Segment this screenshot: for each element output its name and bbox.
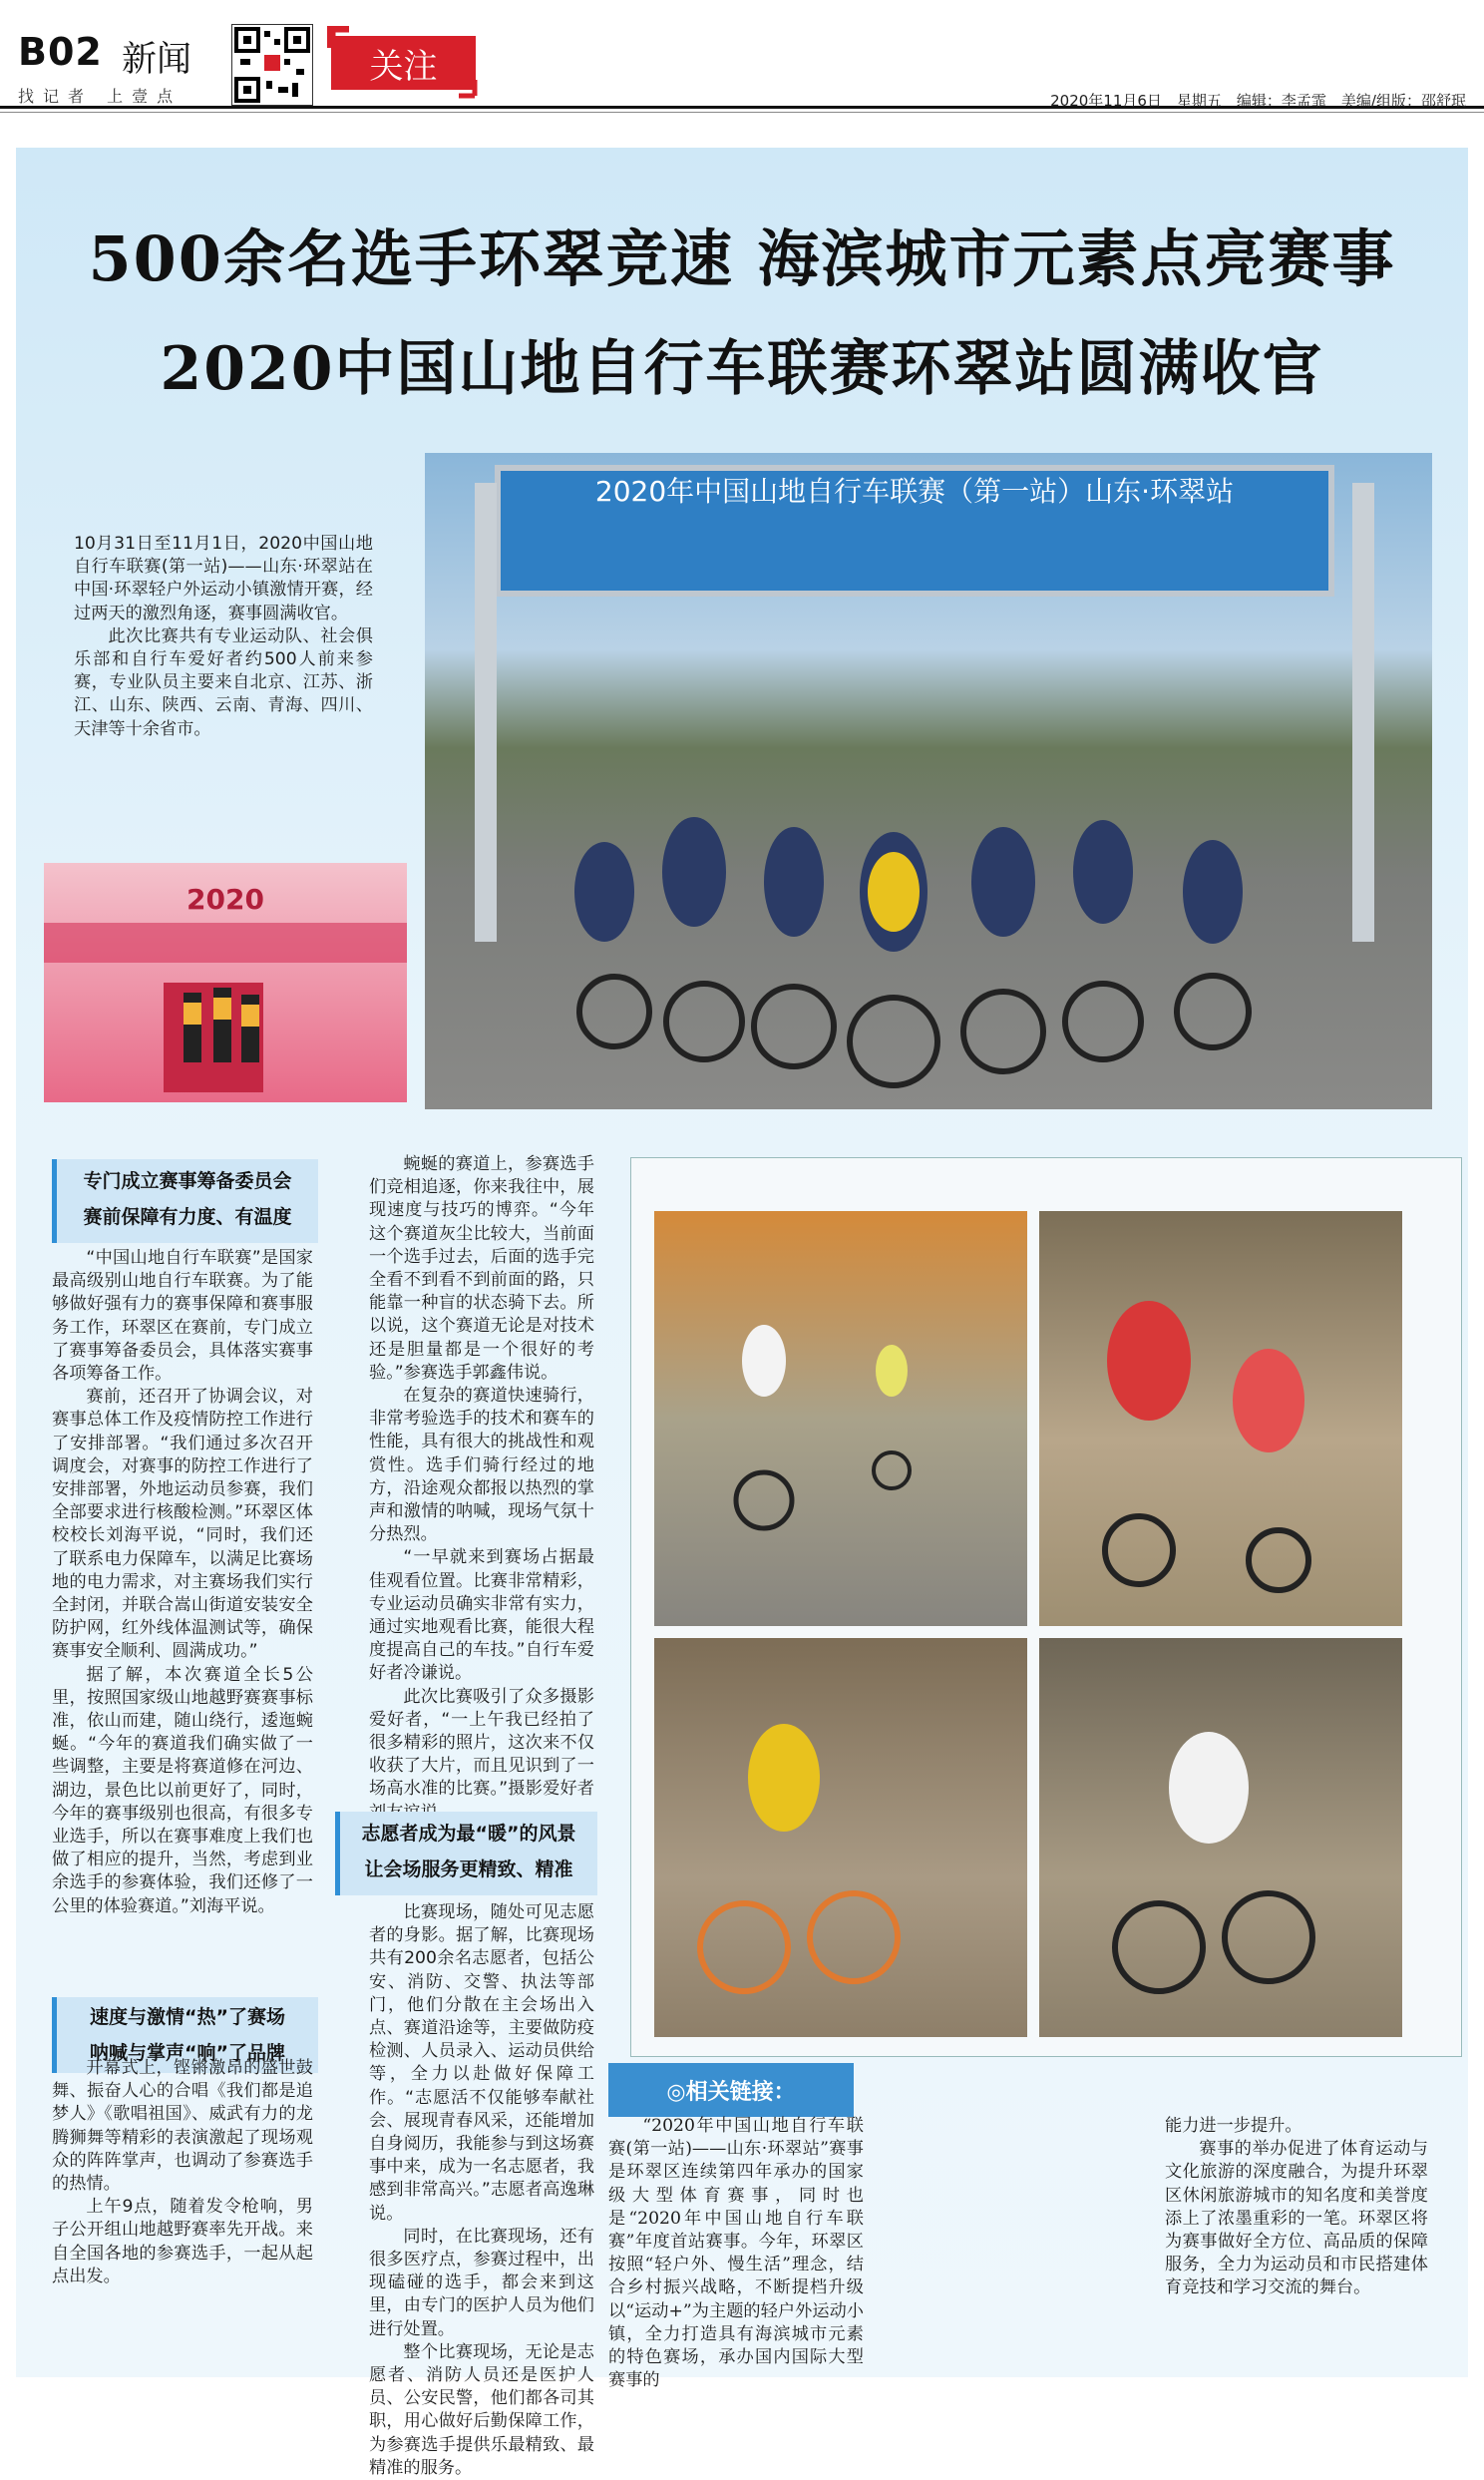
- column-1-bottom: [52, 2057, 313, 2288]
- paragraph: 同时，在比赛现场，还有很多医疗点，参赛过程中，出现磕碰的选手，都会来到这里，由专门的医护人员为他们进行处置。: [369, 2226, 594, 2339]
- paragraph: 能力进一步提升。: [1165, 2116, 1302, 2136]
- subheading-line: 让会场服务更精致、精准: [364, 1859, 573, 1880]
- paragraph: 蜿蜒的赛道上，参赛选手们竞相追逐，你来我往中，展现速度与技巧的博弈。“今年这个赛道灰尘比较大，当前面一个选手过去，后面的选手完全看不到看不到前面的路，只能靠一种盲的状态骑下去。所以说，这个赛道无论是对技术还是胆量都是一个很好的考验。”参赛选手郭鑫伟说。: [369, 1154, 594, 1383]
- podium-banner-text: 2020: [186, 883, 264, 916]
- rider-photo-4: [1039, 1638, 1402, 2037]
- paragraph: “2020年中国山地自行车联赛(第一站)——山东·环翠站”赛事是环翠区连续第四年承办的国家级大型体育赛事，同时也是“2020年中国山地自行车联赛”年度首站赛事。今年，环翠区按照“轻户外、慢生活”理念，结合乡村振兴战略，不断提档升级以“运动+”为主题的轻户外运动小镇，全力打造具有海滨城市元素的特色赛场，承办国内国际大型赛事的: [608, 2116, 864, 2391]
- intro-paragraph: 此次比赛共有专业运动队、社会俱乐部和自行车爱好者约500人前来参赛，专业队员主要来自北京、江苏、浙江、山东、陕西、云南、青海、四川、天津等十余省市。: [74, 625, 373, 739]
- page-code: B02: [18, 30, 103, 74]
- related-link-heading: ◎相关链接：: [608, 2063, 854, 2117]
- paragraph: 上午9点，随着发令枪响，男子公开组山地越野赛率先开战。来自全国各地的参赛选手，一起从起点出发。: [52, 2197, 313, 2286]
- related-column-1: [608, 2115, 864, 2392]
- subheading-line: 呐喊与掌声“响”了品牌: [90, 2042, 285, 2064]
- section-tab: 关注: [331, 36, 476, 90]
- subheading-line: 专门成立赛事筹备委员会: [83, 1170, 292, 1192]
- header-divider-thin: [0, 112, 1484, 113]
- paragraph: “中国山地自行车联赛”是国家最高级别山地自行车联赛。为了能够做好强有力的赛事保障和赛事服务工作，环翠区在赛前，专门成立了赛事筹备委员会，具体落实赛事各项筹备工作。: [52, 1248, 313, 1385]
- paragraph: 据了解，本次赛道全长5公里，按照国家级山地越野赛赛事标准，依山而建，随山绕行，逶迤蜿蜒。“今年的赛道我们确实做了一些调整，主要是将赛道修在河边、湖边，景色比以前更好了，同时，今年的赛事级别也很高，有很多专业选手，所以在赛事难度上我们也做了相应的提升，当然，考虑到业余选手的参赛体验，我们还修了一公里的体验赛道。”刘海平说。: [52, 1664, 313, 1916]
- qr-code-icon: [231, 24, 313, 106]
- paragraph: 赛事的举办促进了体育运动与文化旅游的深度融合，为提升环翠区休闲旅游城市的知名度和美誉度添上了浓墨重彩的一笔。环翠区将为赛事做好全方位、高品质的保障服务，全力为运动员和市民搭建体育竞技和学习交流的舞台。: [1165, 2139, 1428, 2298]
- related-column-2: [1165, 2115, 1428, 2300]
- rider-photo-3: [654, 1638, 1027, 2037]
- subheading-line: 赛前保障有力度、有温度: [83, 1206, 292, 1228]
- race-banner-text: 2020年中国山地自行车联赛（第一站）山东·环翠站: [594, 475, 1235, 508]
- headline: 500余名选手环翠竞速 海滨城市元素点亮赛事: [88, 222, 1396, 295]
- subheading-volunteers: [335, 1812, 597, 1895]
- paragraph: “一早就来到赛场占据最佳观看位置。比赛非常精彩，专业运动员确实非常有实力，通过实地观看比赛，能很大程度提高自己的车技。”自行车爱好者冷谦说。: [369, 1547, 594, 1684]
- column-2: [369, 1153, 594, 1825]
- paragraph: 比赛现场，随处可见志愿者的身影。据了解，比赛现场共有200余名志愿者，包括公安、消防、交警、执法等部门，他们分散在主会场出入点、赛道沿途等，主要做防疫检测、人员录入、运动员供给等，全力以赴做好保障工作。“志愿活不仅能够奉献社会、展现青春风采，还能增加自身阅历，我能参与到这场赛事中来，成为一名志愿者，我感到非常高兴。”志愿者高逸琳说。: [369, 1902, 594, 2224]
- rider-photo-1: [654, 1211, 1027, 1626]
- podium-photo: [44, 863, 407, 1102]
- paragraph: 赛前，还召开了协调会议，对赛事总体工作及疫情防控工作进行了安排部署。“我们通过多次召开调度会，对赛事的防控工作进行了安排部署，外地运动员参赛，我们全部要求进行核酸检测。”环翠区体校校长刘海平说，“同时，我们还了联系电力保障车，以满足比赛场地的电力需求，对主赛场我们实行全封闭，并联合嵩山街道安装安全防护网，红外线体温测试等，确保赛事安全顺利、圆满成功。”: [52, 1387, 313, 1662]
- section-name: 新闻: [122, 40, 192, 80]
- subheading-line: 志愿者成为最“暖”的风景: [361, 1823, 576, 1845]
- paragraph: 此次比赛吸引了众多摄影爱好者，“一上午我已经拍了很多精彩的照片，这次来不仅收获了大片，而且见识到了一场高水准的比赛。”摄影爱好者: [369, 1686, 594, 1800]
- paragraph: 整个比赛现场，无论是志愿者、消防人员还是医护人员、公安民警，他们都各司其职，用心做好后勤保障工作，为参赛选手提供乐最精致、最精准的服务。: [369, 2341, 594, 2478]
- issue-meta: 2020年11月6日 星期五 编辑：李孟霏 美编/组版：邵舒珉: [1050, 92, 1466, 110]
- column-1: [52, 1247, 313, 1918]
- slogan: 找记者 上壹点: [18, 87, 183, 106]
- subheading-preparation: [52, 1159, 318, 1243]
- intro-text: [74, 533, 373, 741]
- race-start-photo: [425, 453, 1432, 1109]
- paragraph: 开幕式上，铿锵激昂的盛世鼓舞、振奋人心的合唱《我们都是追梦人》《歌唱祖国》、威武有力的龙腾狮舞等精彩的表演激起了现场观众的阵阵掌声，也调动了参赛选手的热情。: [52, 2058, 313, 2195]
- column-2-bottom: [369, 1901, 594, 2480]
- intro-paragraph: 10月31日至11月1日，2020中国山地自行车联赛(第一站)——山东·环翠站在中国·环翠轻户外运动小镇激情开赛，经过两天的激烈角逐，赛事圆满收官。: [74, 534, 373, 623]
- paragraph: 在复杂的赛道快速骑行，非常考验选手的技术和赛车的性能，具有很大的挑战性和观赏性。选手们骑行经过的地方，沿途观众都报以热烈的掌声和激情的呐喊，现场气氛十分热烈。: [369, 1386, 594, 1545]
- subheading-line: 速度与激情“热”了赛场: [90, 2006, 285, 2028]
- kids-rider-photo: [1039, 1211, 1402, 1626]
- subheadline: 2020中国山地自行车联赛环翠站圆满收官: [160, 334, 1324, 404]
